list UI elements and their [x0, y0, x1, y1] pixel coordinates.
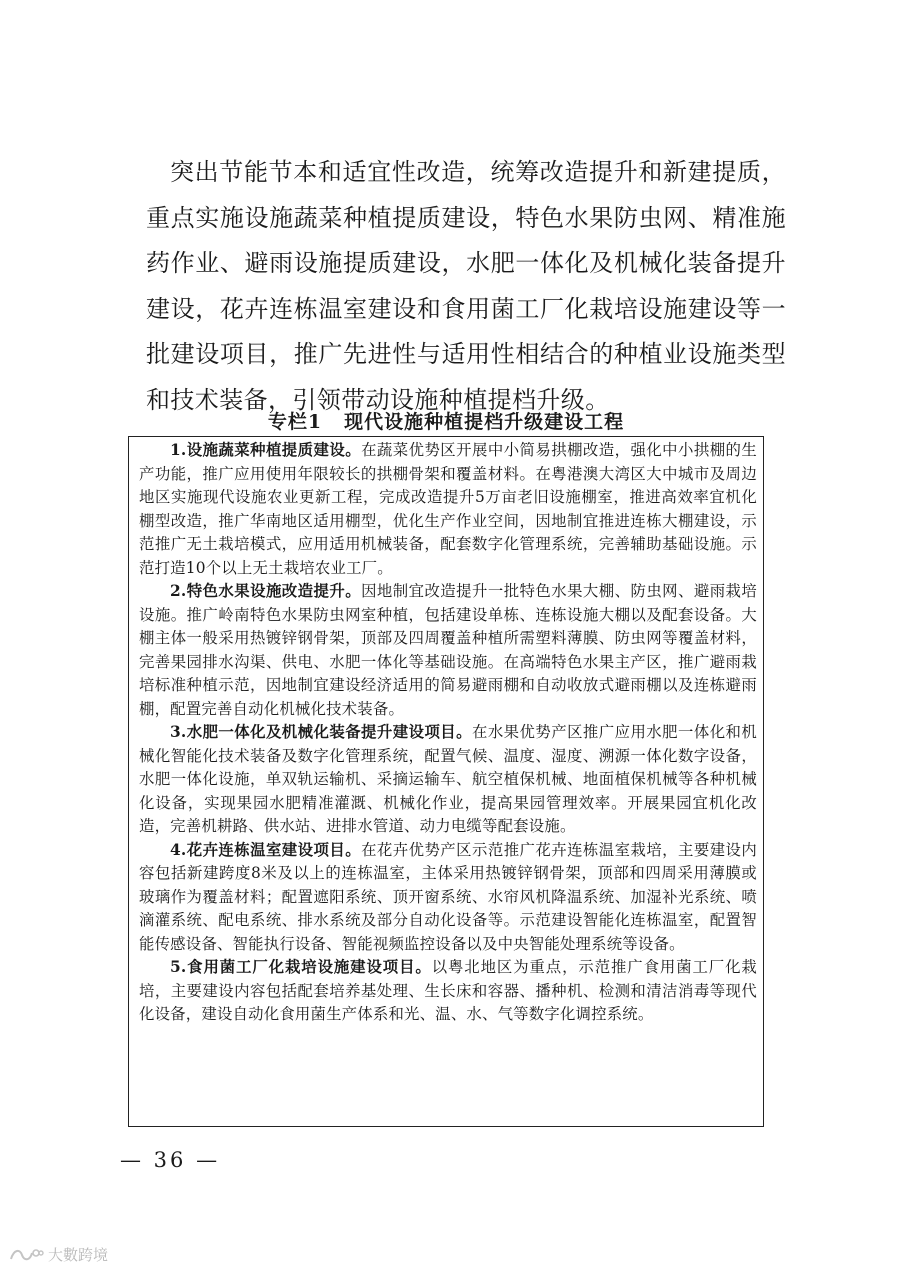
brand-logo-icon: [8, 1246, 44, 1264]
column-number: 专栏1: [267, 411, 323, 433]
column-title: 现代设施种植提档升级建设工程: [344, 411, 625, 433]
project-item-heading: 1.设施蔬菜种植提质建设。: [170, 441, 362, 459]
column-box: [128, 409, 764, 1126]
page-number: — 36 —: [120, 1148, 221, 1172]
column-box-body: [128, 437, 764, 1127]
intro-paragraph: 突出节能节本和适宜性改造，统筹改造提升和新建提质，重点实施设施蔬菜种植提质建设，特色水果防虫网、精准施药作业、避雨设施提质建设，水肥一体化及机械化装备提升建设，花卉连栋温室建设和食用菌工厂化栽培设施建设等一批建设项目，推广先进性与适用性相结合的种植业设施类型和技术装备，引领带动设施种植提档升级。: [146, 158, 786, 414]
column-box-title: [128, 409, 764, 437]
project-item: [139, 721, 757, 839]
project-item-text: 因地制宜改造提升一批特色水果大棚、防虫网、避雨栽培设施。推广岭南特色水果防虫网室种植，包括建设单栋、连栋设施大棚以及配套设备。大棚主体一般采用热镀锌钢骨架，顶部及四周覆盖种植所需塑料薄膜、防虫网等覆盖材料，完善果园排水沟渠、供电、水肥一体化等基础设施。在高端特色水果主产区，推广避雨栽培标准种植示范，因地制宜建设经济适用的简易避雨棚和自动收放式避雨棚以及连栋避雨棚，配置完善自动化机械化技术装备。: [139, 582, 757, 718]
project-item: [139, 839, 757, 957]
project-item: [139, 439, 757, 580]
project-item: [139, 580, 757, 721]
project-item-heading: 3.水肥一体化及机械化装备提升建设项目。: [170, 723, 472, 741]
project-item-text: 以粤北地区为重点，示范推广食用菌工厂化栽培，主要建设内容包括配套培养基处理、生长床和容器、播种机、检测和清洁消毒等现代化设备，建设自动化食用菌生产体系和光、温、水、气等数字化调控系统。: [139, 958, 757, 1023]
project-item-heading: 5.食用菌工厂化栽培设施建设项目。: [170, 958, 432, 976]
project-item: [139, 956, 757, 1027]
watermark: [8, 1244, 108, 1265]
project-item-heading: 2.特色水果设施改造提升。: [170, 582, 362, 600]
project-item-text: 在蔬菜优势区开展中小简易拱棚改造，强化中小拱棚的生产功能，推广应用使用年限较长的拱棚骨架和覆盖材料。在粤港澳大湾区大中城市及周边地区实施现代设施农业更新工程，完成改造提升5万亩老旧设施棚室，推进高效率宜机化棚型改造，推广华南地区适用棚型，优化生产作业空间，因地制宜推进连栋大棚建设，示范推广无土栽培模式，应用适用机械装备，配套数字化管理系统，完善辅助基础设施。示范打造10个以上无土栽培农业工厂。: [139, 441, 757, 577]
project-item-heading: 4.花卉连栋温室建设项目。: [170, 840, 362, 859]
project-item-text: 在花卉优势产区示范推广花卉连栋温室栽培，主要建设内容包括新建跨度8米及以上的连栋温室，主体采用热镀锌钢骨架，顶部和四周采用薄膜或玻璃作为覆盖材料；配置遮阳系统、顶开窗系统、水帘风机降温系统、加湿补光系统、喷滴灌系统、配电系统、排水系统及部分自动化设备等。示范建设智能化连栋温室，配置智能传感设备、智能执行设备、智能视频监控设备以及中央智能处理系统等设备。: [139, 840, 757, 953]
project-item-text: 在水果优势产区推广应用水肥一体化和机械化智能化技术装备及数字化管理系统，配置气候、温度、湿度、溯源一体化数字设备，水肥一体化设施，单双轨运输机、采摘运输车、航空植保机械、地面植保机械等各种机械化设备，实现果园水肥精准灌溉、机械化作业，提高果园管理效率。开展果园宜机化改造，完善机耕路、供水站、进排水管道、动力电缆等配套设施。: [139, 723, 757, 835]
watermark-text: 大數跨境: [48, 1246, 109, 1264]
